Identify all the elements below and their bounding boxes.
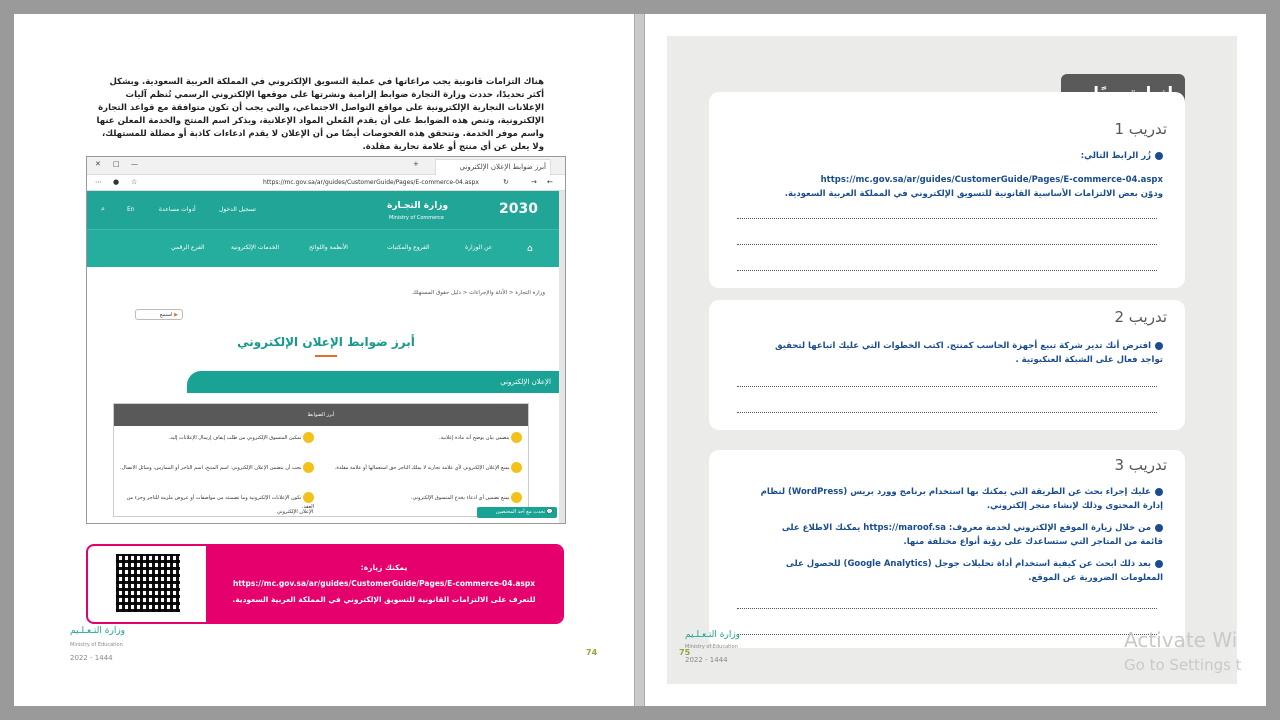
exercise-text: قائمة من المتاجر التي ستساعدك على رؤية أنواع مختلفة منها.: [903, 537, 1163, 547]
moe-logo-ar: وزارة التـعـلـيم: [70, 626, 126, 636]
browser-screenshot: [86, 156, 566, 524]
table-header: أبرز الضوابط: [114, 404, 528, 426]
search-icon[interactable]: ⌕: [101, 205, 105, 213]
new-tab-icon[interactable]: +: [413, 160, 419, 168]
badge-icon: [303, 432, 314, 443]
nav-eservices[interactable]: الخدمات الإلكترونية: [231, 244, 280, 251]
table-cell: يمنع الإعلان الإلكتروني لأي علامة تجارية لا يملك التاجر حق استعمالها أو علامة مقلدة.: [322, 462, 522, 473]
moe-logo-ar: وزارة التـعـلـيم: [685, 630, 741, 640]
exercise-card-2: [709, 300, 1185, 430]
badge-icon: [303, 462, 314, 473]
moe-logo-en: Ministry of Education: [685, 644, 738, 650]
browser-tabbar: [87, 157, 565, 175]
exercise-bullet: زُر الرابط التالي:: [1081, 150, 1163, 163]
url-field[interactable]: https://mc.gov.sa/ar/guides/CustomerGuide/Pages/E-commerce-04.aspx: [263, 179, 479, 186]
answer-line[interactable]: [737, 386, 1157, 387]
exercise-title: تدريب 2: [1114, 308, 1167, 326]
visit-box: [86, 544, 564, 624]
badge-icon: [511, 492, 522, 503]
table-cell: يتضمن بيان يوضح أنه مادة إعلانية.: [322, 432, 522, 443]
home-icon[interactable]: ⌂: [527, 244, 533, 254]
listen-label: استمع: [159, 312, 173, 318]
badge-icon: [303, 492, 314, 503]
scrollbar[interactable]: [559, 191, 565, 524]
bullet-icon: [1155, 152, 1163, 160]
chat-button[interactable]: [477, 507, 557, 518]
favorites-icon[interactable]: ☆: [131, 178, 138, 186]
answer-line[interactable]: [737, 634, 1157, 635]
table-cell: تكون الإعلانات الإلكترونية وما تضمنته من مواصفات أو عروض ملزمة للتاجر وجزء من العقد.: [114, 492, 314, 511]
exercise-text: المعلومات الضرورية عن الموقع.: [1028, 573, 1163, 583]
login-link[interactable]: تسجيل الدخول: [219, 206, 256, 213]
exercise-card-3: [709, 450, 1185, 648]
answer-line[interactable]: [737, 270, 1157, 271]
exercise-text: افترض أنك تدير شركة تبيع أجهزة الحاسب كمنتج. اكتب الخطوات التي عليك اتباعها لتحقيق: [775, 340, 1163, 353]
rules-table: [113, 403, 529, 517]
answer-line[interactable]: [737, 412, 1157, 413]
exercise-text: تواجد فعال على الشبكة العنكبوتية .: [1015, 355, 1163, 365]
section-bar: الإعلان الإلكتروني: [187, 371, 565, 393]
chat-label: تحدث مع أحد المختصين: [495, 509, 546, 515]
play-icon: ▶: [174, 312, 178, 318]
year-label: 2022 - 1444: [70, 654, 113, 662]
vision-logo: 2030: [499, 201, 538, 217]
nav-digital-branch[interactable]: الفرع الرقمي: [171, 244, 205, 251]
refresh-icon[interactable]: ↻: [503, 178, 509, 186]
exercise-title: تدريب 3: [1114, 456, 1167, 474]
browser-tab[interactable]: أبرز ضوابط الإعلان الإلكتروني: [435, 159, 551, 175]
exercise-text: بعد ذلك ابحث عن كيفية استخدام أداة تحليلات جوجل (Google Analytics) للحصول على: [786, 558, 1163, 571]
visit-url[interactable]: https://mc.gov.sa/ar/guides/CustomerGuide/Pages/E-commerce-04.aspx: [232, 579, 536, 588]
exercise-text: عليك إجراء بحث عن الطريقة التي يمكنك بها استخدام برنامج وورد بريس (WordPress) لنظام: [761, 486, 1163, 499]
tools-link[interactable]: أدوات مساعدة: [159, 206, 196, 213]
visit-line1: يمكنك زيارة:: [360, 563, 408, 572]
breadcrumb: وزارة التجارة < الأدلة والإجراءات < دليل حقوق المستهلك: [412, 290, 545, 296]
listen-button[interactable]: [135, 309, 183, 320]
visit-line3: للتعرف على الالتزامات القانونية للتسويق الإلكتروني في المملكة العربية السعودية.: [232, 595, 536, 604]
page-number: 74: [586, 648, 598, 657]
minimize-icon[interactable]: —: [131, 160, 138, 168]
exercise-text: ودوّن بعض الالتزامات الأساسية القانونية للتسويق الإلكتروني في المملكة العربية السعودية.: [784, 189, 1163, 199]
lang-link[interactable]: En: [127, 206, 135, 213]
back-icon[interactable]: ←: [547, 178, 553, 186]
menu-icon[interactable]: ⋯: [95, 178, 102, 186]
badge-icon: [511, 432, 522, 443]
bullet-icon: [1155, 488, 1163, 496]
left-page: [14, 14, 634, 706]
badge-icon: [511, 462, 522, 473]
profile-icon[interactable]: ●: [113, 178, 120, 186]
close-icon[interactable]: ✕: [95, 160, 101, 168]
answer-line[interactable]: [737, 218, 1157, 219]
answer-line[interactable]: [737, 244, 1157, 245]
nav-about[interactable]: عن الوزارة: [465, 244, 493, 251]
visit-box-text: [206, 546, 562, 622]
exercise-title: تدريب 1: [1114, 120, 1167, 138]
page-number: 75: [679, 648, 691, 657]
cut-text: الإعلان الإلكتروني: [277, 509, 314, 515]
page-title: أبرز ضوابط الإعلان الإلكتروني: [237, 335, 415, 349]
site-header: [87, 191, 565, 229]
bullet-icon: [1155, 524, 1163, 532]
table-cell: تمكين المتسوق الإلكتروني من طلب إيقاف إرسال الإعلانات إليه.: [114, 432, 314, 443]
year-label: 2022 - 1444: [685, 656, 728, 664]
breadcrumb-item[interactable]: وزارة التجارة: [515, 290, 545, 296]
restore-icon[interactable]: □: [113, 160, 120, 168]
table-cell: يمنع تضمين أي ادعاء يخدع المتسوق الإلكتروني.: [322, 492, 522, 503]
forward-icon[interactable]: →: [531, 178, 537, 186]
exercise-card-1: [709, 92, 1185, 288]
answer-line[interactable]: [737, 608, 1157, 609]
bullet-icon: [1155, 342, 1163, 350]
title-underline: [315, 355, 337, 357]
exercise-text: إدارة المحتوى وذلك لإنشاء متجر إلكتروني.: [986, 501, 1163, 511]
intro-paragraph: هناك التزامات قانونية يجب مراعاتها في عملية التسويق الإلكتروني في المملكة العربية السعودية. وبشكل أكثر تحديدًا، حددت وزارة التجارة ضوابط إلزامية ونشرتها على موقعها الإلكتروني الرسمي تُنظم آليات الإعلانات التجارية الإلكترونية على مواقع التواصل الاجتماعي، والتي يجب أن تكون متوافقة مع قواعد التجارة الإلكترونية، وتنص هذه الضوابط على أن يقدم المُعلن المواد الإعلانية، ويذكر اسم المنتج والخدمة المعلن عنها واسم موفر الخدمة. وتتحقق هذه الفحوصات أيضًا من أن الإعلان لا يقدم ادعاءات كاذبة أو مضللة للمستهلك، ولا يعلن عن أي منتج أو علامة تجارية مقلدة.: [96, 77, 544, 152]
address-bar: [87, 175, 565, 191]
activation-watermark: Activate Wi: [1124, 628, 1238, 652]
qr-code: [116, 554, 180, 612]
exercise-url[interactable]: https://mc.gov.sa/ar/guides/CustomerGuide/Pages/E-commerce-04.aspx: [820, 175, 1163, 185]
site-nav: [87, 229, 565, 267]
page-gutter: [634, 14, 645, 706]
nav-regulations[interactable]: الأنظمة واللوائح: [309, 244, 348, 251]
exercise-text: من خلال زيارة الموقع الإلكتروني لخدمة معروف: https://maroof.sa يمكنك الاطلاع على: [782, 522, 1163, 535]
chat-icon: 💬: [546, 509, 553, 515]
ministry-name: وزارة التجـارة: [387, 201, 449, 211]
ministry-name-en: Ministry of Commerce: [389, 215, 444, 221]
right-page: [645, 14, 1266, 706]
breadcrumb-item[interactable]: الأدلة والإجراءات: [469, 290, 508, 296]
document-spread: [14, 14, 1266, 706]
breadcrumb-item[interactable]: دليل حقوق المستهلك: [412, 290, 461, 296]
activation-watermark-sub: Go to Settings t: [1124, 656, 1242, 674]
moe-logo-en: Ministry of Education: [70, 642, 123, 648]
bullet-icon: [1155, 560, 1163, 568]
nav-branches[interactable]: الفروع والمكتبات: [387, 244, 430, 251]
table-cell: يجب أن يتضمن الإعلان الإلكتروني: اسم المنتج، اسم التاجر أو الممارس، وسائل الاتصال.: [114, 462, 314, 473]
